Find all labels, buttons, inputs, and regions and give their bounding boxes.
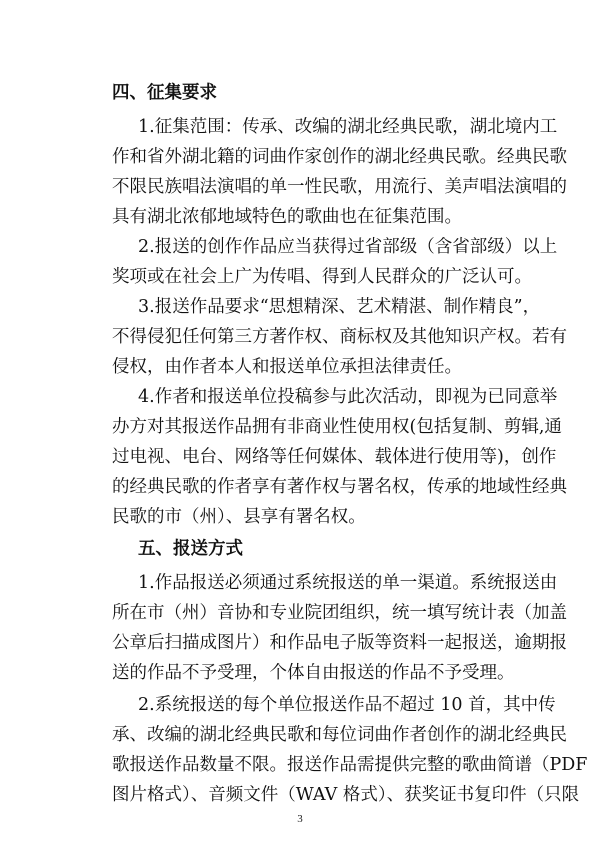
- paragraph-line: 歌报送作品数量不限。报送作品需提供完整的歌曲简谱（PDF: [112, 755, 588, 775]
- section-heading-requirements: 四、征集要求: [112, 83, 217, 103]
- paragraph-line: 奖项或在社会上广为传唱、得到人民群众的广泛认可。: [112, 267, 532, 287]
- paragraph-line: 公章后扫描成图片）和作品电子版等资料一起报送，逾期报: [112, 633, 567, 653]
- page-number: 3: [297, 813, 303, 825]
- section-heading-submission: 五、报送方式: [138, 539, 243, 559]
- paragraph-line: 的经典民歌的作者享有著作权与署名权，传承的地域性经典: [112, 477, 567, 497]
- paragraph-line: 作和省外湖北籍的词曲作家创作的湖北经典民歌。经典民歌: [112, 147, 567, 167]
- paragraph-line: 民歌的市（州）、县享有署名权。: [112, 507, 366, 527]
- paragraph-line: 1.作品报送必须通过系统报送的单一渠道。系统报送由: [138, 573, 558, 593]
- paragraph-line: 具有湖北浓郁地域特色的歌曲也在征集范围。: [112, 207, 462, 227]
- paragraph-line: 不限民族唱法演唱的单一性民歌，用流行、美声唱法演唱的: [112, 177, 567, 197]
- paragraph-line: 4.作者和报送单位投稿参与此次活动，即视为已同意举: [138, 387, 558, 407]
- paragraph-line: 2.报送的创作作品应当获得过省部级（含省部级）以上: [138, 237, 558, 257]
- paragraph-line: 侵权，由作者本人和报送单位承担法律责任。: [112, 357, 462, 377]
- paragraph-line: 不得侵犯任何第三方著作权、商标权及其他知识产权。若有: [112, 327, 567, 347]
- paragraph-line: 办方对其报送作品拥有非商业性使用权(包括复制、剪辑,通: [112, 417, 562, 437]
- paragraph-line: 1.征集范围：传承、改编的湖北经典民歌，湖北境内工: [138, 117, 558, 137]
- paragraph-line: 所在市（州）音协和专业院团组织，统一填写统计表（加盖: [112, 603, 567, 623]
- paragraph-line: 3.报送作品要求“思想精深、艺术精湛、制作精良”，: [138, 297, 541, 317]
- paragraph-line: 2.系统报送的每个单位报送作品不超过 10 首，其中传: [138, 695, 556, 715]
- paragraph-line: 送的作品不予受理，个体自由报送的作品不予受理。: [112, 663, 515, 683]
- paragraph-line: 过电视、电台、网络等任何媒体、载体进行使用等)，创作: [112, 447, 557, 467]
- paragraph-line: 图片格式）、音频文件（WAV 格式）、获奖证书复印件（只限: [112, 785, 580, 805]
- paragraph-line: 承、改编的湖北经典民歌和每位词曲作者创作的湖北经典民: [112, 725, 567, 745]
